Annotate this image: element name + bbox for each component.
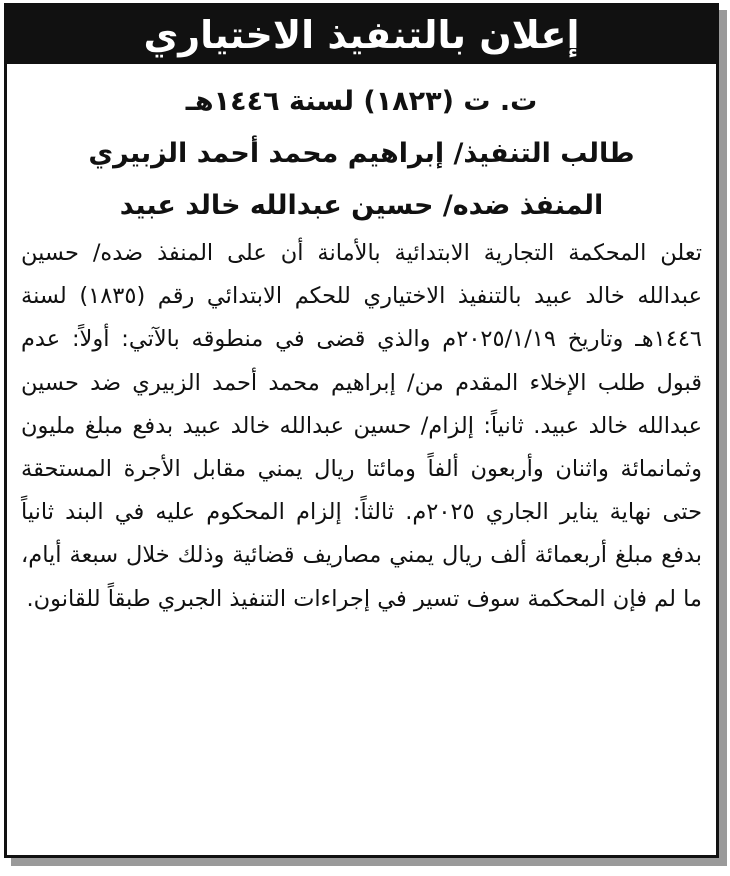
respondent-line: المنفذ ضده/ حسين عبدالله خالد عبيد [119,190,604,221]
applicant-line: طالب التنفيذ/ إبراهيم محمد أحمد الزبيري [88,138,635,169]
notice-box [4,3,719,858]
notice-body: تعلن المحكمة التجارية الابتدائية بالأمانة أن على المنفذ ضده/ حسين عبدالله خالد عبيد بالتنفيذ الاختياري للحكم الابتدائي رقم (١٨٣٥) لسنة ١٤٤٦هـ وتاريخ ٢٠٢٥/١/١٩م والذي قضى في منطوقه بالآتي: أولاً: عدم قبول طلب الإخلاء المقدم من/ إبراهيم محمد أحمد الزبيري ضد حسين عبدالله خالد عبيد. ثانياً: إلزام/ حسين عبدالله خالد عبيد بدفع مبلغ مليون وثمانمائة واثنان وأربعون ألفاً ومائتا ريال يمني مقابل الأجرة المستحقة حتى نهاية يناير الجاري ٢٠٢٥م. ثالثاً: إلزام المحكوم عليه في البند ثانياً بدفع مبلغ أربعمائة ألف ريال يمني مصاريف قضائية وذلك خلال سبعة أيام، ما لم فإن المحكمة سوف تسير في إجراءات التنفيذ الجبري طبقاً للقانون. [21,240,702,612]
case-number: ت. ت (١٨٢٣) لسنة ١٤٤٦هـ [185,86,538,117]
notice-shadow-bottom [11,858,727,866]
notice-shadow-right [719,10,727,865]
notice-title: إعلان بالتنفيذ الاختياري [7,6,716,64]
